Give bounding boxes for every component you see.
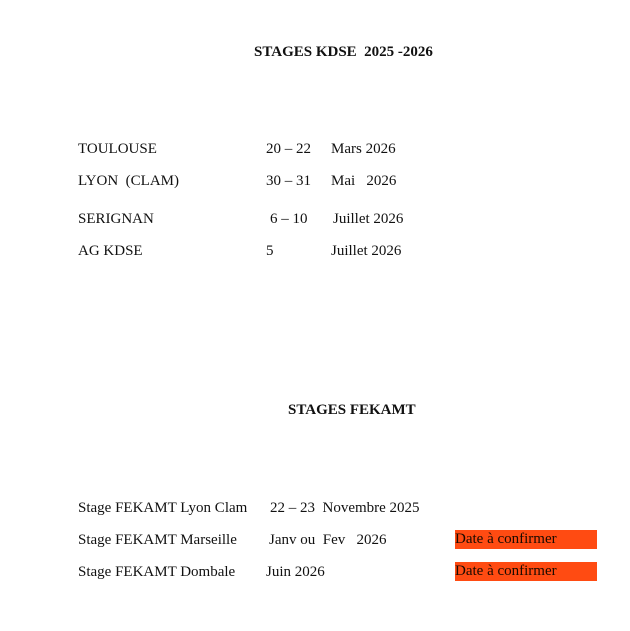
fekamt-row-date: 22 – 23 Novembre 2025	[270, 500, 420, 516]
kdse-row-month: Juillet 2026	[333, 211, 404, 227]
kdse-row-place: AG KDSE	[78, 243, 143, 259]
kdse-row-days: 30 – 31	[266, 173, 311, 189]
kdse-row-place: LYON (CLAM)	[78, 173, 179, 189]
fekamt-row-name: Stage FEKAMT Lyon Clam	[78, 500, 248, 516]
fekamt-row-name: Stage FEKAMT Marseille	[78, 532, 237, 548]
kdse-title: STAGES KDSE 2025 -2026	[254, 44, 433, 60]
kdse-row-place: TOULOUSE	[78, 141, 157, 157]
kdse-row-days: 6 – 10	[270, 211, 308, 227]
fekamt-row-name: Stage FEKAMT Dombale	[78, 564, 236, 580]
fekamt-title: STAGES FEKAMT	[288, 402, 416, 418]
kdse-row-place: SERIGNAN	[78, 211, 154, 227]
kdse-row-days: 5	[266, 243, 274, 259]
date-to-confirm-highlight: Date à confirmer	[455, 562, 597, 581]
kdse-row-days: 20 – 22	[266, 141, 311, 157]
date-to-confirm-highlight: Date à confirmer	[455, 530, 597, 549]
kdse-row-month: Juillet 2026	[331, 243, 402, 259]
kdse-row-month: Mars 2026	[331, 141, 396, 157]
fekamt-row-date: Janv ou Fev 2026	[269, 532, 387, 548]
kdse-row-month: Mai 2026	[331, 173, 397, 189]
fekamt-row-date: Juin 2026	[266, 564, 325, 580]
